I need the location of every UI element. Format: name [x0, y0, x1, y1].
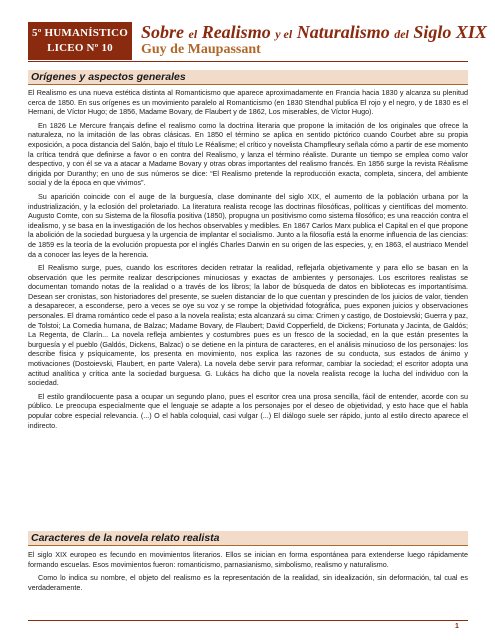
footer-divider	[28, 620, 468, 621]
title-word-7: Siglo XIX	[413, 22, 487, 42]
title-word-1: Sobre	[141, 22, 185, 42]
paragraph: En 1826 Le Mercure français define el realismo como la doctrina literaria que propone la imitación de los originales que ofrece la naturaleza, no la imitación de las obras clásicas. En 1850 el término se aplica en sentido pictórico cuando Courbet abre su propia exposición, a poca distancia del Salón, bajo el título Le Réalisme; el crítico y novelista Champfleury señala cómo a partir de ese momento la crítica tendrá que definirse a favor o en contra del Realismo, y lanza el término réaliste. Durante un tiempo se emplea como valor despectivo, y con él se va a atacar a Madame Bovary y otras obras importantes del realismo francés. En 1856 surge la revista Réalisme dirigida por Duranthy; en uno de sus números se dice: “El Realismo pretende la reproducción exacta, completa, sincera, del ambiente social y de la época en que vivimos”.	[28, 120, 468, 188]
page-subtitle: Guy de Maupassant	[141, 42, 261, 57]
paragraph: El siglo XIX europeo es fecundo en movimientos literarios. Ellos se inician en forma espontánea para extenderse luego rápidamente formando escuelas. Esos movimientos fueron: romanticismo, parnasianismo, simbolismo, realismo y naturalismo.	[28, 550, 468, 569]
badge-course: 5º HUMANÍSTICO	[32, 27, 128, 39]
title-word-4: y el	[275, 27, 293, 41]
paragraph: Como lo indica su nombre, el objeto del realismo es la representación de la realidad, sin idealización, sin deformación, tal cual es verdaderamente.	[28, 573, 468, 592]
title-word-6: del	[394, 27, 409, 41]
section-heading-characteristics: Caracteres de la novela relato realista	[28, 531, 468, 546]
paragraph: Su aparición coincide con el auge de la burguesía, clase dominante del siglo XIX, el aumento de la población urbana por la industrialización, y la eclosión del proletariado. La literatura realista recoge las doctrinas filosóficas, políticas y científicas del momento. Augusto Comte, con su Sistema de la filosofía positiva (1850), propugna un positivismo como sistema filosófico; es una reacción contra el idealismo, y se basa en la investigación de los hechos observables y medibles. En 1867 Carlos Marx publica el Capital en el que propone la abolición de la sociedad burguesa y la urgencia de implantar el socialismo. Junto a la filosofía está la enorme influencia de las ciencias: de 1859 es la teoría de la evolución propuesta por el inglés Charles Darwin en su origen de las especies, y, en 1863, el austriaco Mendel da a conocer las leyes de la herencia.	[28, 191, 468, 259]
page-header	[28, 22, 487, 60]
section-heading-origins: Orígenes y aspectos generales	[28, 70, 468, 85]
section-body-origins	[28, 88, 468, 434]
page-number: 1	[455, 623, 459, 630]
paragraph: El Realismo es una nueva estética distinta al Romanticismo que aparece aproximadamente en Francia hacia 1830 y alcanza su plenitud cerca de 1850. En sus orígenes es un movimiento paralelo al Romanticismo (en 1830 Stendhal publica El rojo y el negro, y de 1830 es el Hernani, de Víctor Hugo; de 1856, Madame Bovary, de Flaubert y de 1862, Los miserables, de Víctor Hugo).	[28, 88, 468, 117]
page-title	[141, 22, 487, 43]
title-word-2: el	[188, 27, 198, 41]
paragraph: El Realismo surge, pues, cuando los escritores deciden retratar la realidad, reflejarla objetivamente y para ello se basan en la observación que les permite realizar descripciones minuciosas y exactas de ambientes y personajes. Los escritores realistas se documentan tomando notas de la realidad o a través de los libros; la labor de búsqueda de datos en bibliotecas es importantísima. Desean ser cronistas, son historiadores del presente, se suelen distanciar de lo que cuentan y prescinden de los juicios de valor, tienden a desaparecer, a esconderse, pero a veces se oye su voz y se rompe la objetividad fotográfica, pues exponen juicios y observaciones personales. El drama romántico cede el paso a la novela realista; esta alcanzará su cima: Crimen y castigo, de Dostoievski; Guerra y paz, de Tolstoi; La Comedia humana, de Balzac; Madame Bovary, de Flaubert; David Copperfield, de Dickens; Fortunata y Jacinta, de Galdós; La Regenta, de Clarín... La novela refleja ambientes y costumbres pues es un fresco de la sociedad, en la que están presentes la burguesía y el pueblo (Galdós, Dickens, Balzac) o se detiene en la pintura de caracteres, en el análisis minucioso de los personajes: los describe física y psíquicamente, los presenta en movimiento, nos explica las razones de su conducta, sus estados de ánimo y motivaciones (Dostoievski, Flaubert, en parte Valera). La novela debe servir para reformar, cambiar la sociedad; el escritor adopta una actitud analítica y crítica ante la sociedad burguesa. G. Lukács ha dicho que la novela realista recoge la lucha del individuo con la sociedad.	[28, 263, 468, 388]
title-word-5: Naturalismo	[296, 22, 390, 42]
paragraph: El estilo grandilocuente pasa a ocupar un segundo plano, pues el escritor crea una prosa sencilla, fácil de entender, acorde con su público. Le preocupa especialmente que el lenguaje se adapte a los personajes por el deseo de objetividad, y esto hace que el habla popular cobre especial relevancia. (...) O el habla coloquial, casi vulgar (...) El diálogo suele ser rápido, junto al estilo directo aparece el indirecto.	[28, 391, 468, 430]
school-badge	[28, 22, 132, 60]
header-divider	[28, 61, 468, 62]
badge-school: LICEO Nº 10	[47, 42, 113, 54]
title-word-3: Realismo	[201, 22, 271, 42]
section-body-characteristics	[28, 550, 468, 596]
